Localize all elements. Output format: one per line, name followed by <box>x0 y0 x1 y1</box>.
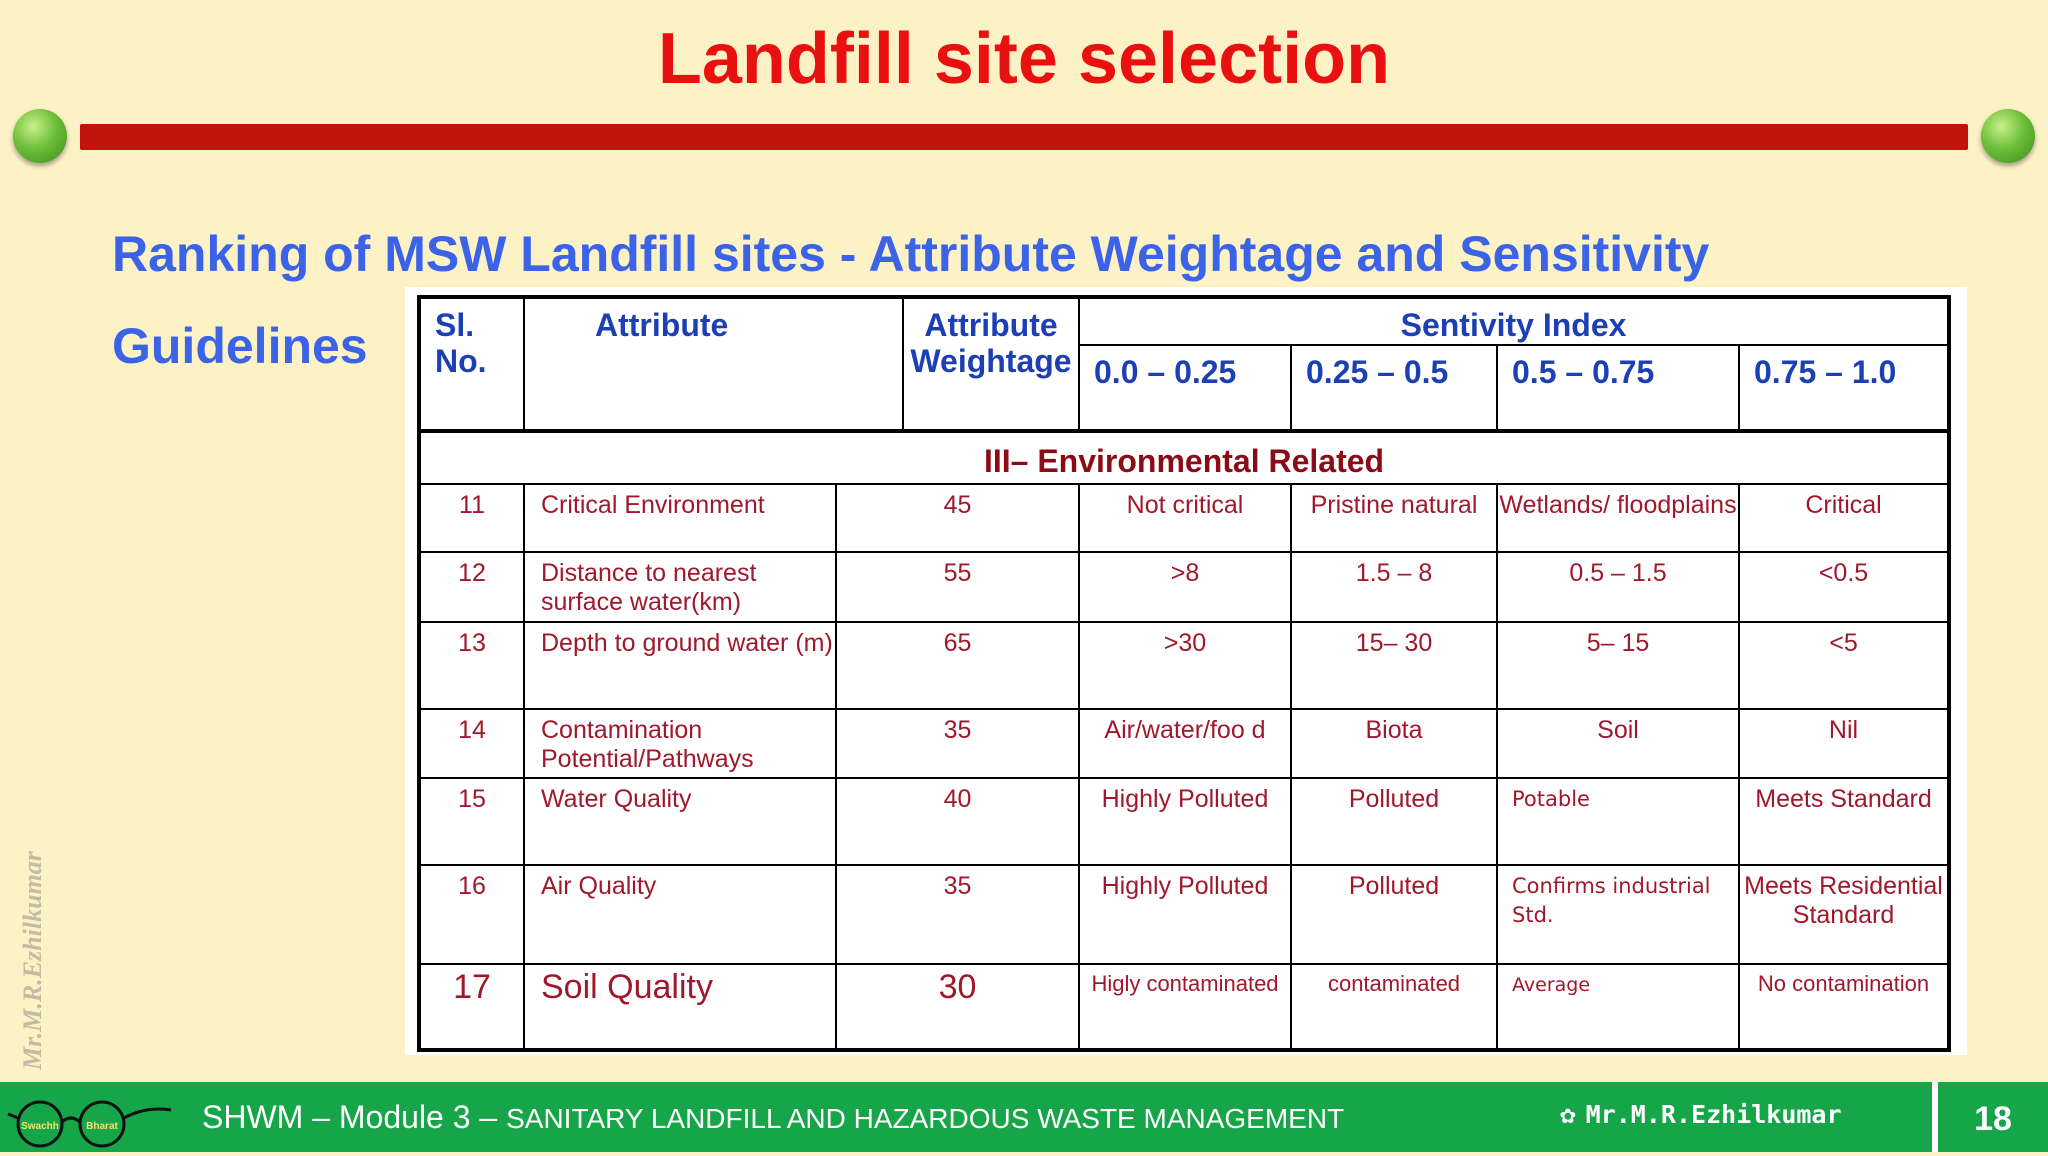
author-watermark: Mr.M.R.Ezhilkumar <box>18 851 47 1070</box>
cell-sl: 17 <box>419 964 524 1050</box>
cell-range-2: Polluted <box>1291 865 1497 964</box>
cell-range-2: 1.5 – 8 <box>1291 552 1497 622</box>
footer-author-name: Mr.M.R.Ezhilkumar <box>1585 1100 1842 1129</box>
cell-sl: 11 <box>419 484 524 552</box>
title-rule <box>80 124 1968 150</box>
attribute-weightage-table <box>417 295 1951 1052</box>
cell-range-4: <0.5 <box>1739 552 1949 622</box>
footer-module: SHWM – Module 3 – <box>202 1099 507 1135</box>
header-weightage: Attribute Weightage <box>903 297 1079 431</box>
cell-range-3: Soil <box>1497 709 1739 778</box>
cell-sl: 16 <box>419 865 524 964</box>
cell-attribute: Contamination Potential/Pathways <box>524 709 836 778</box>
table-row <box>419 865 1949 964</box>
cell-attribute: Critical Environment <box>524 484 836 552</box>
page-number-box <box>1938 1082 2048 1152</box>
logo-text-left: Swachh <box>21 1121 59 1132</box>
cell-range-4: Critical <box>1739 484 1949 552</box>
logo-text-right: Bharat <box>86 1121 118 1132</box>
cell-range-4: Meets Residential Standard <box>1739 865 1949 964</box>
cell-range-1: Highly Polluted <box>1079 778 1291 865</box>
left-green-dot <box>13 109 67 163</box>
cell-range-1: Higly contaminated <box>1079 964 1291 1050</box>
cell-range-2: 15– 30 <box>1291 622 1497 709</box>
cell-weight: 30 <box>836 964 1079 1050</box>
cell-range-3: 0.5 – 1.5 <box>1497 552 1739 622</box>
table-row <box>419 622 1949 709</box>
page-title: Landfill site selection <box>657 19 1391 99</box>
footer-course-name: SANITARY LANDFILL AND HAZARDOUS WASTE MANAGEMENT <box>506 1103 1345 1134</box>
fingerprint-icon: ✿ <box>1560 1100 1576 1130</box>
cell-range-1: >30 <box>1079 622 1291 709</box>
cell-range-4: Meets Standard <box>1739 778 1949 865</box>
cell-range-2: Pristine natural <box>1291 484 1497 552</box>
page-number: 18 <box>1974 1100 2012 1138</box>
header-attribute: Attribute <box>524 297 903 431</box>
cell-range-3: Wetlands/ floodplains <box>1497 484 1739 552</box>
cell-range-3: Average <box>1497 964 1739 1050</box>
header-sensitivity-index: Sentivity Index <box>1079 297 1949 345</box>
cell-range-4: <5 <box>1739 622 1949 709</box>
cell-sl: 15 <box>419 778 524 865</box>
cell-range-2: contaminated <box>1291 964 1497 1050</box>
cell-range-1: Highly Polluted <box>1079 865 1291 964</box>
cell-weight: 55 <box>836 552 1079 622</box>
cell-sl: 14 <box>419 709 524 778</box>
cell-range-1: >8 <box>1079 552 1291 622</box>
table-row <box>419 964 1949 1050</box>
cell-weight: 45 <box>836 484 1079 552</box>
cell-attribute: Depth to ground water (m) <box>524 622 836 709</box>
cell-range-2: Biota <box>1291 709 1497 778</box>
header-range-1: 0.0 – 0.25 <box>1079 345 1291 431</box>
cell-sl: 13 <box>419 622 524 709</box>
header-range-4: 0.75 – 1.0 <box>1739 345 1949 431</box>
header-sl-no: Sl. No. <box>419 297 524 431</box>
cell-range-3: Confirms industrial Std. <box>1497 865 1739 964</box>
cell-range-1: Air/water/foo d <box>1079 709 1291 778</box>
cell-range-4: No contamination <box>1739 964 1949 1050</box>
header-range-3: 0.5 – 0.75 <box>1497 345 1739 431</box>
cell-attribute: Water Quality <box>524 778 836 865</box>
cell-range-3: 5– 15 <box>1497 622 1739 709</box>
cell-range-4: Nil <box>1739 709 1949 778</box>
cell-sl: 12 <box>419 552 524 622</box>
cell-range-2: Polluted <box>1291 778 1497 865</box>
cell-range-3: Potable <box>1497 778 1739 865</box>
cell-weight: 35 <box>836 865 1079 964</box>
cell-weight: 35 <box>836 709 1079 778</box>
footer-author <box>1560 1082 1842 1148</box>
cell-weight: 65 <box>836 622 1079 709</box>
cell-attribute: Soil Quality <box>524 964 836 1050</box>
table-container <box>405 287 1967 1055</box>
cell-weight: 40 <box>836 778 1079 865</box>
table-row <box>419 484 1949 552</box>
swachh-bharat-logo <box>6 1088 176 1148</box>
cell-attribute: Distance to nearest surface water(km) <box>524 552 836 622</box>
table-row <box>419 778 1949 865</box>
table-row <box>419 709 1949 778</box>
section-heading: III– Environmental Related <box>419 431 1949 484</box>
cell-range-1: Not critical <box>1079 484 1291 552</box>
table-row <box>419 552 1949 622</box>
footer-bar <box>0 1082 2048 1152</box>
right-green-dot <box>1981 109 2035 163</box>
cell-attribute: Air Quality <box>524 865 836 964</box>
header-range-2: 0.25 – 0.5 <box>1291 345 1497 431</box>
slide-subtitle: Ranking of MSW Landfill sites - Attribute Weightage and Sensitivity Guidelines <box>112 226 1710 374</box>
footer-course-title <box>202 1082 1344 1154</box>
